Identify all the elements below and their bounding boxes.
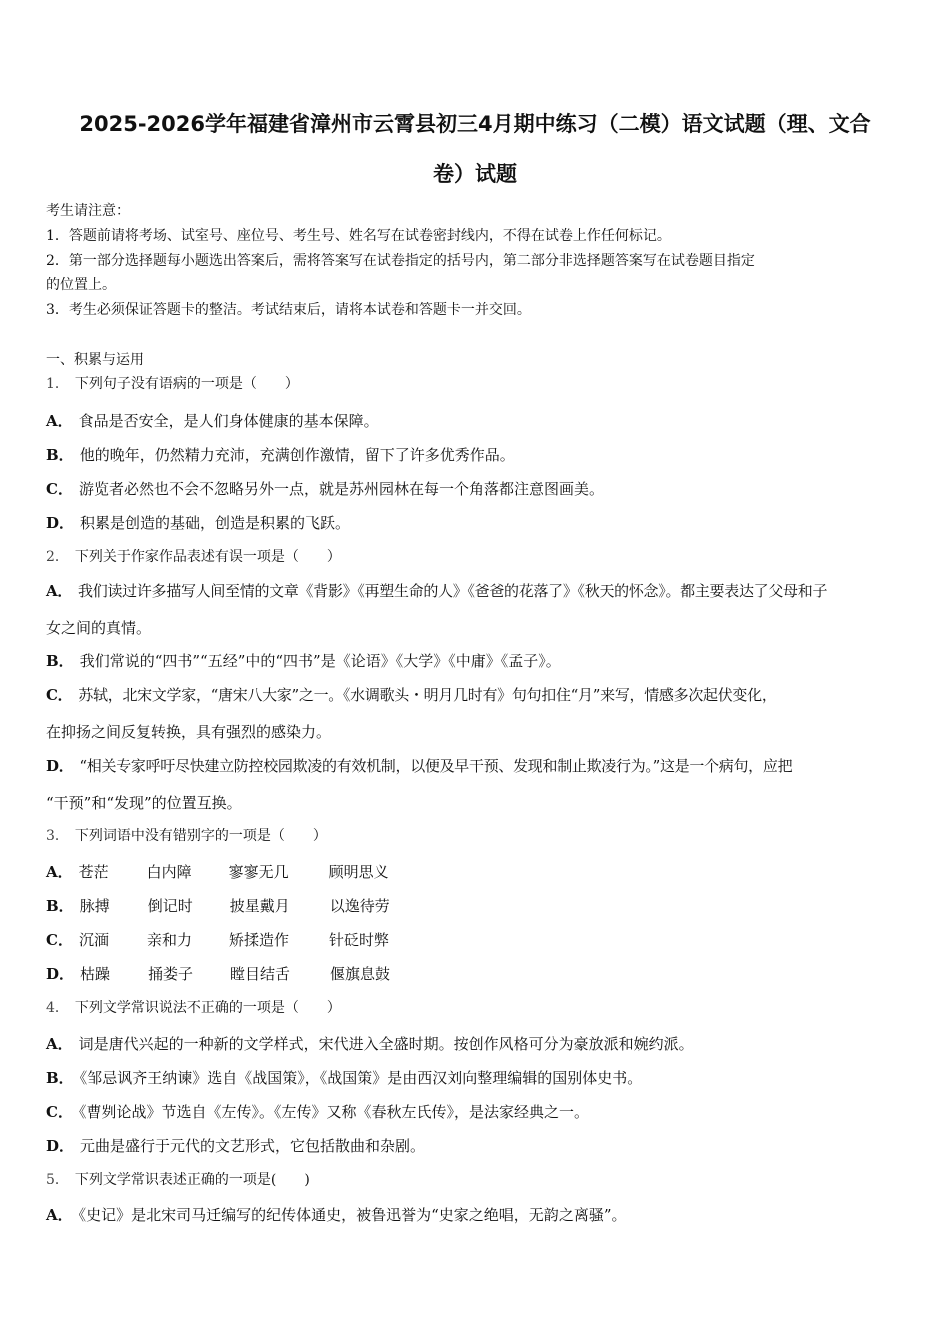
- q2-option-d-cont: “干预”和“发现”的位置互换。: [46, 794, 242, 812]
- q1-option-a: [46, 412, 908, 431]
- option-word: 针砭时弊: [328, 931, 389, 949]
- q1-option-c: [46, 480, 908, 499]
- question-2-stem: [46, 549, 908, 567]
- option-label: A．: [46, 582, 73, 600]
- option-label: D．: [46, 514, 75, 532]
- question-3-stem: [46, 828, 908, 846]
- notice-item-2: 2．第一部分选择题每小题选出答案后，需将答案写在试卷指定的括号内，第二部分非选择题答案写在试卷题目指定: [46, 253, 755, 269]
- option-label: C．: [46, 686, 73, 704]
- q4-option-a: [46, 1035, 908, 1054]
- option-word: 亲和力: [146, 931, 192, 949]
- q4-option-c: [46, 1103, 908, 1122]
- option-label: C．: [46, 1103, 73, 1121]
- option-text: 苏轼，北宋文学家，“唐宋八大家”之一。《水调歌头・明月几时有》句句扣住“月”来写，情感多次起伏变化，: [78, 686, 777, 704]
- q2-option-b: [46, 652, 908, 671]
- q3-option-d: [46, 965, 908, 984]
- option-label: C．: [46, 480, 73, 498]
- q3-option-a: [46, 863, 908, 882]
- question-stem-text: 下列词语中没有错别字的一项是（ ）: [74, 828, 327, 844]
- section-heading: 一、积累与运用: [46, 352, 144, 368]
- option-label: A．: [46, 412, 73, 430]
- option-word: 偃旗息鼓: [330, 965, 391, 983]
- option-label: B．: [46, 1069, 74, 1087]
- option-text: 元曲是盛行于元代的文艺形式，它包括散曲和杂剧。: [80, 1137, 426, 1155]
- option-text: 《史记》是北宋司马迁编写的纪传体通史，被鲁迅誉为“史家之绝唱，无韵之离骚”。: [78, 1206, 627, 1224]
- question-4-stem: [46, 1000, 908, 1018]
- notice-heading: 考生请注意：: [46, 203, 130, 219]
- option-word: 瞠目结舌: [230, 965, 291, 983]
- question-number: 1．: [46, 376, 69, 392]
- option-label: D．: [46, 757, 74, 775]
- option-word: 白内障: [146, 863, 192, 881]
- option-word: 披星戴月: [229, 897, 290, 915]
- question-number: 5．: [46, 1172, 69, 1188]
- option-label: A．: [46, 1035, 73, 1053]
- option-word: 脉搏: [79, 897, 110, 915]
- option-label: C．: [46, 931, 73, 949]
- question-stem-text: 下列关于作家作品表述有误一项是（ ）: [74, 549, 341, 565]
- option-label: D．: [46, 965, 75, 983]
- option-text: “相关专家呼吁尽快建立防控校园欺凌的有效机制，以便及早干预、发现和制止欺凌行为。”这是一个病句，应把: [79, 757, 793, 775]
- option-word: 倒记时: [147, 897, 193, 915]
- option-label: A．: [46, 1206, 73, 1224]
- option-text: 《曹刿论战》节选自《左传》。《左传》又称《春秋左氏传》，是法家经典之一。: [78, 1103, 589, 1121]
- q2-option-d: [46, 757, 908, 776]
- q2-option-c: [46, 686, 908, 705]
- q5-option-a: [46, 1206, 908, 1225]
- notice-item-3: 3．考生必须保证答题卡的整洁。考试结束后，请将本试卷和答题卡一并交回。: [46, 302, 531, 318]
- question-number: 3．: [46, 828, 69, 844]
- q3-option-c: [46, 931, 908, 950]
- option-text: 我们读过许多描写人间至情的文章《背影》《再塑生命的人》《爸爸的花落了》《秋天的怀念》。都主要表达了父母和子: [78, 582, 828, 600]
- q3-option-b: [46, 897, 908, 916]
- q4-option-d: [46, 1137, 908, 1156]
- option-word: 枯躁: [80, 965, 111, 983]
- option-word: 捅娄子: [148, 965, 194, 983]
- option-word: 寥寥无几: [228, 863, 289, 881]
- question-stem-text: 下列句子没有语病的一项是（ ）: [74, 376, 299, 392]
- exam-title-line2: 卷）试题: [433, 162, 517, 186]
- notice-item-2-cont: 的位置上。: [46, 277, 116, 293]
- q1-option-b: [46, 446, 908, 465]
- option-word: 以逸待劳: [329, 897, 390, 915]
- option-word: 沉湎: [78, 931, 109, 949]
- option-word: 苍茫: [78, 863, 109, 881]
- option-text: 食品是否安全，是人们身体健康的基本保障。: [78, 412, 379, 430]
- option-label: B．: [46, 446, 74, 464]
- q2-option-a-cont: 女之间的真情。: [46, 619, 152, 637]
- option-word: 矫揉造作: [228, 931, 289, 949]
- question-stem-text: 下列文学常识说法不正确的一项是（ ）: [74, 1000, 341, 1016]
- q1-option-d: [46, 514, 908, 533]
- exam-title-line1: 2025-2026学年福建省漳州市云霄县初三4月期中练习（二模）语文试题（理、文合: [79, 112, 871, 136]
- option-word: 顾明思义: [328, 863, 389, 881]
- question-number: 2．: [46, 549, 69, 565]
- option-label: A．: [46, 863, 73, 881]
- notice-item-1: 1．答题前请将考场、试室号、座位号、考生号、姓名写在试卷密封线内，不得在试卷上作任何标记。: [46, 228, 671, 244]
- option-label: B．: [46, 652, 74, 670]
- option-text: 词是唐代兴起的一种新的文学样式，宋代进入全盛时期。按创作风格可分为豪放派和婉约派。: [78, 1035, 694, 1053]
- q2-option-c-cont: 在抑扬之间反复转换，具有强烈的感染力。: [46, 723, 332, 741]
- question-1-stem: [46, 376, 908, 394]
- option-label: D．: [46, 1137, 75, 1155]
- question-number: 4．: [46, 1000, 69, 1016]
- q2-option-a: [46, 582, 908, 601]
- option-text: 积累是创造的基础，创造是积累的飞跃。: [80, 514, 351, 532]
- option-label: B．: [46, 897, 74, 915]
- option-text: 他的晚年，仍然精力充沛，充满创作激情，留下了许多优秀作品。: [79, 446, 515, 464]
- option-text: 游览者必然也不会不忽略另外一点，就是苏州园林在每一个角落都注意图画美。: [78, 480, 604, 498]
- option-text: 我们常说的“四书”“五经”中的“四书”是《论语》《大学》《中庸》《孟子》。: [79, 652, 561, 670]
- option-text: 《邹忌讽齐王纳谏》选自《战国策》，《战国策》是由西汉刘向整理编辑的国别体史书。: [79, 1069, 643, 1087]
- question-5-stem: [46, 1172, 908, 1190]
- question-stem-text: 下列文学常识表述正确的一项是( ): [74, 1172, 310, 1188]
- q4-option-b: [46, 1069, 908, 1088]
